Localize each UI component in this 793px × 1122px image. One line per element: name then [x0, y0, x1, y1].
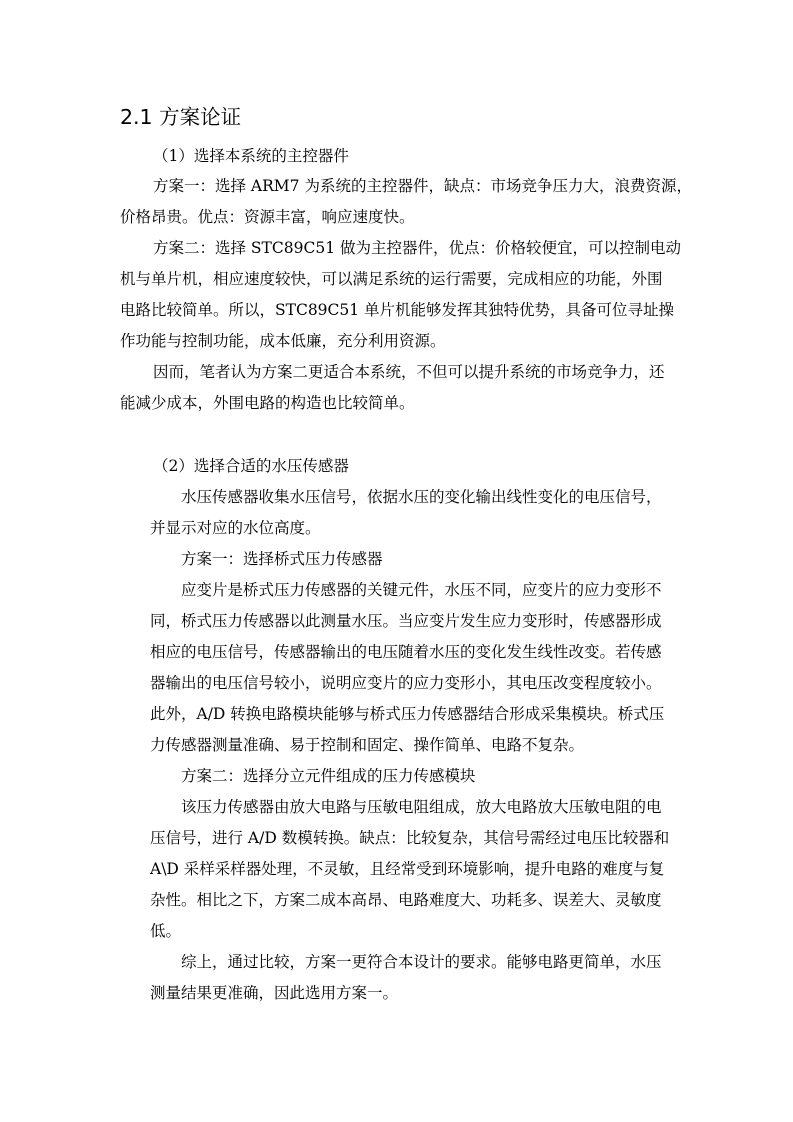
part1-heading: （1）选择本系统的主控器件 — [153, 147, 349, 165]
part2-plan2-line: 低。 — [150, 922, 182, 940]
part2-plan1-line: 器输出的电压信号较小，说明应变片的应力变形小，其电压改变程度较小。 — [150, 674, 662, 692]
part1-plan1-line: 方案一：选择 ARM7 为系统的主控器件，缺点：市场竞争压力大，浪费资源， — [153, 177, 692, 195]
part2-plan2-title: 方案二：选择分立元件组成的压力传感模块 — [181, 767, 476, 785]
part2-plan1-line: 相应的电压信号，传感器输出的电压随着水压的变化发生线性改变。若传感 — [150, 643, 662, 661]
part2-plan2-line: A\D 采样采样器处理，不灵敏，且经常受到环境影响，提升电路的难度与复 — [150, 860, 665, 878]
part2-plan2-line: 杂性。相比之下，方案二成本高昂、电路难度大、功耗多、误差大、灵敏度 — [150, 891, 662, 909]
part2-plan1-line: 力传感器测量准确、易于控制和固定、操作简单、电路不复杂。 — [150, 736, 585, 754]
part2-plan2-line: 压信号，进行 A/D 数模转换。缺点：比较复杂，其信号需经过电压比较器和 — [150, 829, 670, 847]
part1-plan2-line: 机与单片机，相应速度较快，可以满足系统的运行需要，完成相应的功能，外围 — [120, 270, 663, 288]
part2-plan1-line: 此外，A/D 转换电路模块能够与桥式压力传感器结合形成采集模块。桥式压 — [150, 705, 665, 723]
part1-plan2-line: 方案二：选择 STC89C51 做为主控器件，优点：价格较便宜，可以控制电动 — [153, 239, 681, 257]
part2-summary-line: 综上，通过比较，方案一更符合本设计的要求。能够电路更简单，水压 — [181, 953, 662, 971]
part1-plan2-line: 作功能与控制功能，成本低廉，充分利用资源。 — [120, 332, 446, 350]
part2-intro-line: 水压传感器收集水压信号，依据水压的变化输出线性变化的电压信号， — [181, 488, 662, 506]
part2-intro-line: 并显示对应的水位高度。 — [150, 519, 321, 537]
part2-plan1-line: 应变片是桥式压力传感器的关键元件，水压不同，应变片的应力变形不 — [181, 581, 662, 599]
part1-plan1-line: 价格昂贵。优点：资源丰富，响应速度快。 — [120, 208, 415, 226]
part2-plan2-line: 该压力传感器由放大电路与压敏电阻组成，放大电路放大压敏电阻的电 — [181, 798, 662, 816]
part1-conclusion-line: 因而，笔者认为方案二更适合本系统，不但可以提升系统的市场竞争力，还 — [153, 363, 665, 381]
section-title: 2.1 方案论证 — [120, 105, 242, 129]
part2-summary-line: 测量结果更准确，因此选用方案一。 — [150, 984, 399, 1002]
part2-heading: （2）选择合适的水压传感器 — [153, 457, 349, 475]
part1-conclusion-line: 能减少成本，外围电路的构造也比较简单。 — [120, 394, 415, 412]
part1-plan2-line: 电路比较简单。所以，STC89C51 单片机能够发挥其独特优势，具备可位寻址操 — [120, 301, 675, 319]
part2-plan1-title: 方案一：选择桥式压力传感器 — [181, 550, 383, 568]
part2-plan1-line: 同，桥式压力传感器以此测量水压。当应变片发生应力变形时，传感器形成 — [150, 612, 662, 630]
